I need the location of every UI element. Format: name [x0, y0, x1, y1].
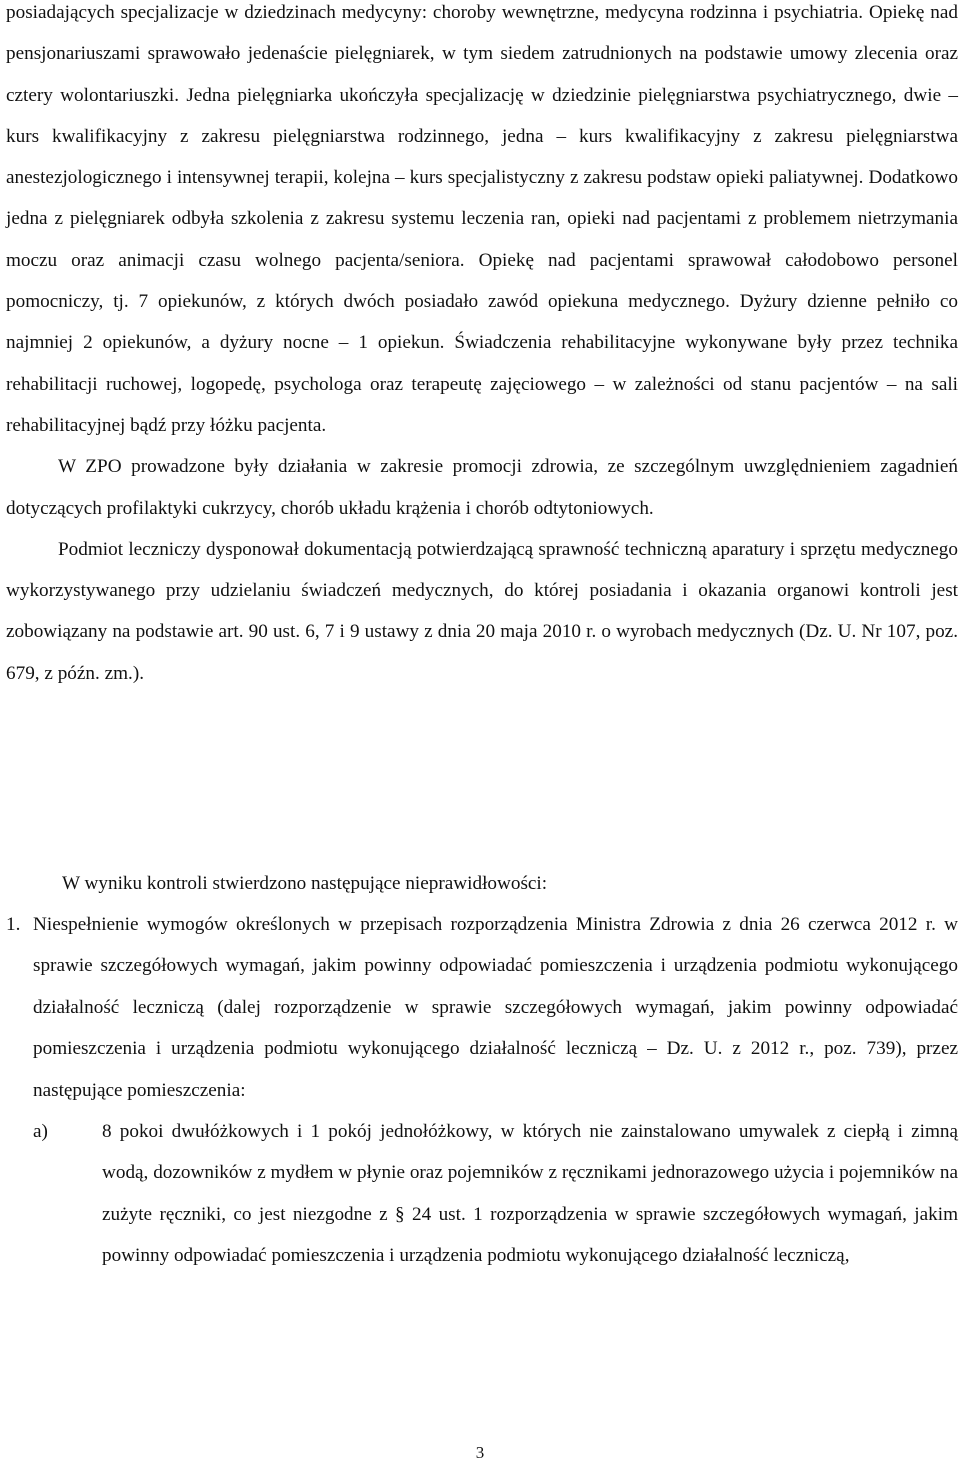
finding-text: Niespełnienie wymogów określonych w przepisach rozporządzenia Ministra Zdrowia z dnia 26 czerwca 2012 r. w sprawie szczegółowych wymagań, jakim powinny odpowiadać pomieszczenia i urządzenia podmiotu wykonującego działalność leczniczą (dalej rozporządzenie w sprawie szczegółowych wymagań, jakim powinny odpowiadać pomieszczenia i urządzenia podmiotu wykonującego działalność leczniczą – Dz. U. z 2012 r., poz. 739), przez następujące pomieszczenia:: [33, 914, 958, 1101]
finding-subitem: [33, 1111, 958, 1277]
body-text-block: [6, 0, 958, 694]
findings-list: [6, 904, 958, 1277]
finding-item: [6, 904, 958, 1277]
finding-number: 1.: [6, 914, 21, 935]
paragraph-staffing: posiadających specjalizacje w dziedzinach medycyny: choroby wewnętrzne, medycyna rodzinna i psychiatria. Opiekę nad pensjonariuszami sprawowało jedenaście pielęgniarek, w tym siedem zatrudnionych na podstawie umowy zlecenia oraz cztery wolontariuszki. Jedna pielęgniarka ukończyła specjalizację w dziedzinie pielęgniarstwa psychiatrycznego, dwie – kurs kwalifikacyjny z zakresu pielęgniarstwa rodzinnego, jedna – kurs kwalifikacyjny z zakresu pielęgniarstwa anestezjologicznego i intensywnej terapii, kolejna – kurs specjalistyczny z zakresu podstaw opieki paliatywnej. Dodatkowo jedna z pielęgniarek odbyła szkolenia z zakresu systemu leczenia ran, opieki nad pacjentami z problemem nietrzymania moczu oraz animacji czasu wolnego pacjenta/seniora. Opiekę nad pacjentami sprawował całodobowo personel pomocniczy, tj. 7 opiekunów, z których dwóch posiadało zawód opiekuna medycznego. Dyżury dzienne pełniło co najmniej 2 opiekunów, a dyżury nocne – 1 opiekun. Świadczenia rehabilitacyjne wykonywane były przez technika rehabilitacji ruchowej, logopedę, psychologa oraz terapeutę zajęciowego – w zależności od stanu pacjentów – na sali rehabilitacyjnej bądź przy łóżku pacjenta.: [6, 2, 958, 436]
subitem-text: 8 pokoi dwułóżkowych i 1 pokój jednołóżkowy, w których nie zainstalowano umywalek z ciepłą i zimną wodą, dozowników z mydłem w płynie oraz pojemników z ręcznikami jednorazowego użycia i pojemników na zużyte ręczniki, co jest niezgodne z § 24 ust. 1 rozporządzenia w sprawie szczegółowych wymagań, jakim powinny odpowiadać pomieszczenia i urządzenia podmiotu wykonującego działalność leczniczą,: [102, 1121, 958, 1267]
findings-intro: W wyniku kontroli stwierdzono następujące nieprawidłowości:: [62, 873, 548, 894]
page-number: 3: [475, 1443, 485, 1462]
paragraph-health-promotion: W ZPO prowadzone były działania w zakresie promocji zdrowia, ze szczególnym uwzględnieniem zagadnień dotyczących profilaktyki cukrzycy, chorób układu krążenia i chorób odtytoniowych.: [6, 456, 958, 519]
subitem-letter: a): [33, 1121, 48, 1143]
paragraph-equipment-documentation: Podmiot leczniczy dysponował dokumentacją potwierdzającą sprawność techniczną aparatury i sprzętu medycznego wykorzystywanego przy udzielaniu świadczeń medycznych, do której posiadania i okazania organowi kontroli jest zobowiązany na podstawie art. 90 ust. 6, 7 i 9 ustawy z dnia 20 maja 2010 r. o wyrobach medycznych (Dz. U. Nr 107, poz. 679, z późn. zm.).: [6, 538, 958, 684]
